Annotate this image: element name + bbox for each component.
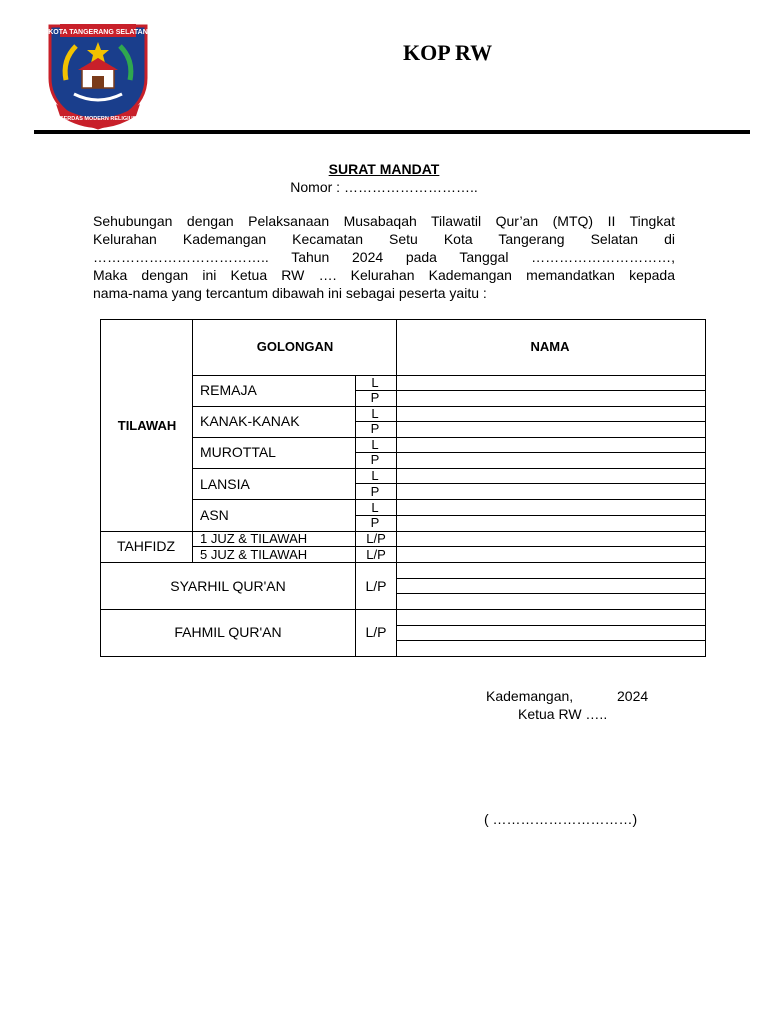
header-nama: NAMA — [530, 339, 570, 354]
signature-name: ( …………………………) — [484, 811, 638, 827]
kop-title: KOP RW — [403, 40, 493, 65]
letter-number: Nomor : ……………………….. — [290, 179, 478, 195]
gender-l: L — [371, 468, 379, 483]
paragraph-line-4: Maka dengan ini Ketua RW …. Kelurahan Kademangan memandatkan kepada — [93, 267, 675, 283]
paragraph-line-1: Sehubungan dengan Pelaksanaan Musabaqah Tilawatil Qur’an (MTQ) II Tingkat — [93, 213, 675, 229]
signature-place: Kademangan, — [486, 688, 574, 704]
table-grid — [101, 320, 706, 657]
gender-l: L — [371, 437, 379, 452]
tilawah-label: TILAWAH — [117, 418, 177, 433]
gender-l: L — [371, 500, 379, 515]
header-golongan: GOLONGAN — [256, 339, 334, 354]
paragraph-line-3: ……………………………….. Tahun 2024 pada Tanggal …………………………, — [93, 249, 675, 265]
gender-l: L — [371, 406, 379, 421]
gender-p: P — [370, 390, 380, 405]
letter-title: SURAT MANDAT — [328, 161, 440, 177]
gender-p: P — [370, 484, 380, 499]
tilawah-row-label: KANAK-KANAK — [200, 413, 300, 429]
logo-bottom-text: CERDAS MODERN RELIGIUS — [59, 116, 137, 122]
syarhil-label: SYARHIL QUR'AN — [170, 578, 286, 594]
paragraph-line-2: Kelurahan Kademangan Kecamatan Setu Kota Tangerang Selatan di — [93, 231, 675, 247]
tahfidz-label: TAHFIDZ — [116, 538, 176, 554]
gender-lp: L/P — [365, 578, 387, 594]
gender-lp: L/P — [366, 531, 386, 546]
tahfidz-row-label: 1 JUZ & TILAWAH — [200, 531, 308, 546]
paragraph-line-5: nama-nama yang tercantum dibawah ini sebagai peserta yaitu : — [93, 285, 487, 301]
gender-l: L — [371, 375, 379, 390]
gender-lp: L/P — [365, 624, 387, 640]
gender-p: P — [370, 515, 380, 530]
signature-role: Ketua RW ….. — [518, 706, 608, 722]
tahfidz-row-label: 5 JUZ & TILAWAH — [200, 547, 308, 562]
signature-year: 2024 — [617, 688, 649, 704]
gender-lp: L/P — [366, 547, 386, 562]
gender-p: P — [370, 452, 380, 467]
tilawah-row-label: ASN — [200, 507, 229, 523]
tilawah-row-label: REMAJA — [200, 382, 257, 398]
gender-p: P — [370, 421, 380, 436]
tilawah-row-label: LANSIA — [200, 476, 250, 492]
logo-top-text: KOTA TANGERANG SELATAN — [48, 29, 148, 36]
tilawah-row-label: MUROTTAL — [200, 444, 276, 460]
fahmil-label: FAHMIL QUR'AN — [174, 624, 282, 640]
